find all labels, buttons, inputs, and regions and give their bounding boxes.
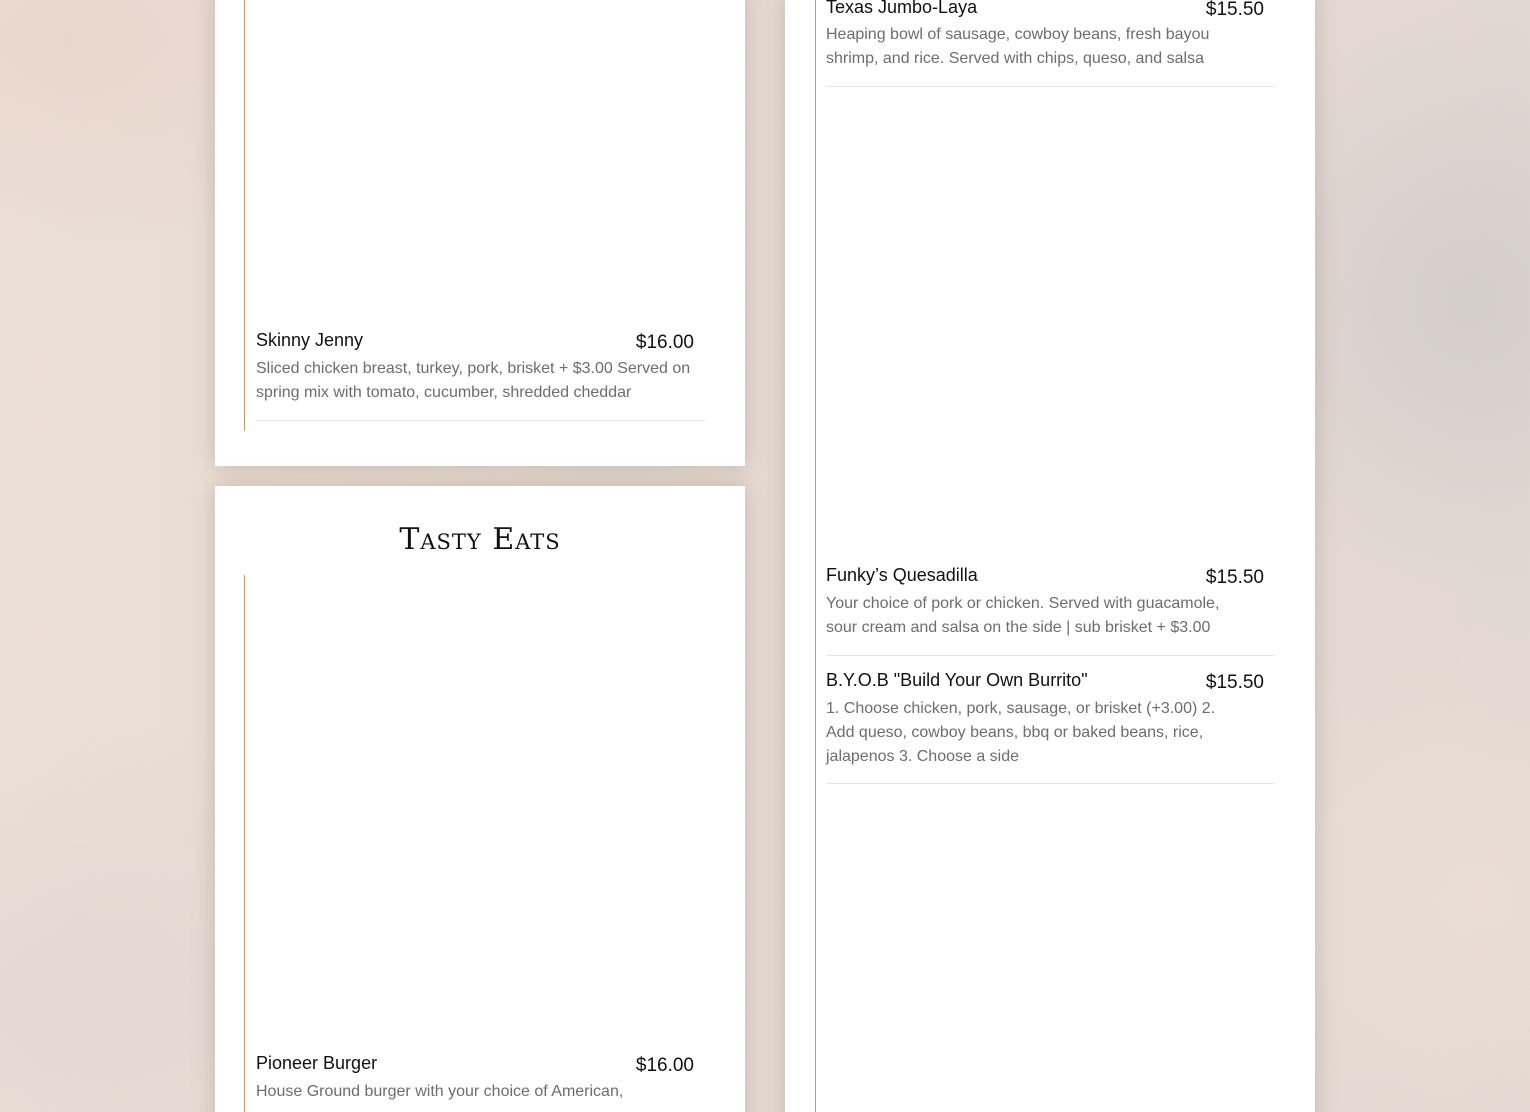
accent-line — [244, 0, 245, 431]
item-price: $16.00 — [635, 332, 694, 353]
item-name: Skinny Jenny — [256, 330, 364, 350]
item-name: B.Y.O.B "Build Your Own Burrito" — [826, 670, 1088, 690]
item-description: House Ground burger with your choice of American, — [256, 1083, 624, 1100]
item-name: Funky’s Quesadilla — [826, 565, 978, 585]
item-price: $16.00 — [635, 1055, 694, 1076]
item-price: $15.50 — [1205, 672, 1264, 693]
accent-line — [815, 0, 816, 1112]
item-name: Texas Jumbo-Laya — [826, 0, 978, 17]
section-title-tasty-eats: Tasty Eats — [399, 522, 561, 557]
item-price: $15.50 — [1205, 0, 1264, 20]
item-divider — [826, 86, 1275, 87]
item-description: 1. Choose chicken, pork, sausage, or brisket (+3.00) 2. Add queso, cowboy beans, bbq or baked beans, rice, jalapenos 3. Choose a side — [826, 700, 1216, 765]
item-divider — [826, 783, 1275, 784]
item-divider — [826, 655, 1275, 656]
item-description: Sliced chicken breast, turkey, pork, brisket + $3.00 Served on spring mix with tomato, cucumber, shredded cheddar — [256, 360, 691, 401]
accent-line — [244, 575, 245, 1112]
menu-card-tasty-eats — [215, 486, 745, 1112]
menu-card-right — [785, 0, 1315, 1112]
item-price: $15.50 — [1205, 567, 1264, 588]
item-description: Heaping bowl of sausage, cowboy beans, fresh bayou shrimp, and rice. Served with chips, queso, and salsa — [826, 26, 1210, 67]
item-divider — [256, 420, 705, 421]
item-description: Your choice of pork or chicken. Served with guacamole, sour cream and salsa on the side | sub brisket + $3.00 — [826, 595, 1220, 636]
item-name: Pioneer Burger — [256, 1053, 378, 1073]
